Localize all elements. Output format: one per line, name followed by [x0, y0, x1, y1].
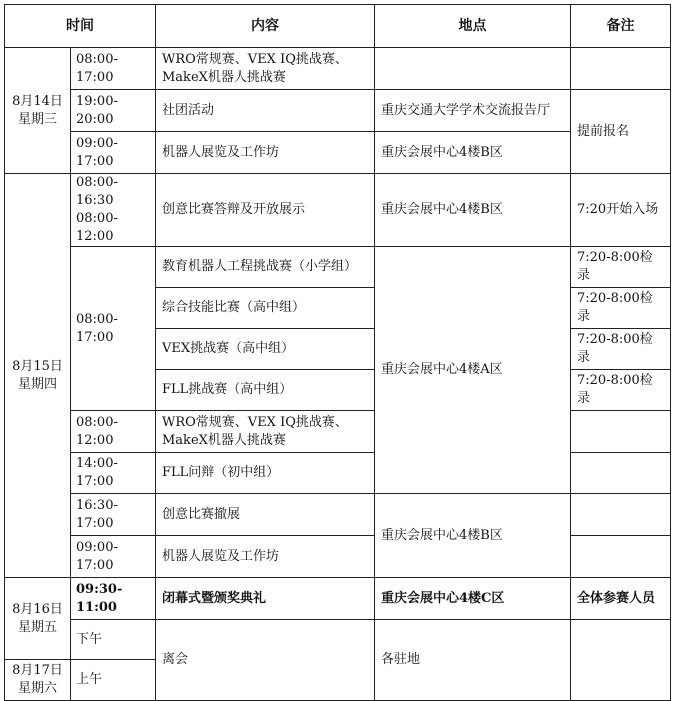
time-cell: 上午	[71, 660, 156, 701]
table-row	[5, 578, 671, 620]
content-cell: 教育机器人工程挑战赛（小学组）	[156, 247, 375, 288]
location-cell	[375, 48, 571, 90]
table-row	[5, 48, 671, 90]
location-cell: 重庆会展中心4楼A区	[375, 247, 571, 494]
note-cell	[571, 48, 671, 90]
time-line: 08:00-16:30	[76, 175, 118, 208]
time-cell	[71, 174, 156, 247]
table-row	[5, 247, 671, 288]
content-cell: 离会	[156, 620, 375, 701]
date-cell-aug16	[5, 578, 71, 660]
content-cell: VEX挑战赛（高中组）	[156, 329, 375, 370]
time-cell: 08:00-17:00	[71, 247, 156, 411]
note-cell: 全体参赛人员	[571, 578, 671, 620]
location-cell: 重庆会展中心4楼C区	[375, 578, 571, 620]
content-cell: 机器人展览及工作坊	[156, 132, 375, 174]
date-cell-aug17	[5, 660, 71, 701]
content-cell: WRO常规赛、VEX IQ挑战赛、MakeX机器人挑战赛	[156, 48, 375, 90]
note-cell: 7:20-8:00检录	[571, 288, 671, 329]
time-cell: 14:00-17:00	[71, 453, 156, 494]
table-row	[5, 453, 671, 494]
content-cell: WRO常规赛、VEX IQ挑战赛、MakeX机器人挑战赛	[156, 411, 375, 453]
date-cell-aug15	[5, 174, 71, 578]
location-cell: 重庆会展中心4楼B区	[375, 174, 571, 247]
time-cell: 09:00-17:00	[71, 536, 156, 578]
time-line: 08:00-12:00	[76, 211, 118, 244]
table-row	[5, 620, 671, 660]
table-row	[5, 90, 671, 132]
time-cell: 16:30-17:00	[71, 494, 156, 536]
note-cell	[571, 411, 671, 453]
note-cell: 7:20-8:00检录	[571, 329, 671, 370]
content-cell: FLL问辩（初中组）	[156, 453, 375, 494]
date-label: 8月17日	[12, 663, 63, 678]
date-cell-aug14	[5, 48, 71, 174]
table-row	[5, 411, 671, 453]
table-row	[5, 494, 671, 536]
note-cell: 提前报名	[571, 90, 671, 174]
header-time: 时间	[5, 5, 156, 48]
header-row	[5, 5, 671, 48]
note-cell	[571, 453, 671, 494]
content-cell: 综合技能比赛（高中组）	[156, 288, 375, 329]
weekday-label: 星期四	[17, 376, 57, 392]
table-row	[5, 536, 671, 578]
time-cell: 08:00-12:00	[71, 411, 156, 453]
note-cell	[571, 536, 671, 578]
time-cell: 08:00-17:00	[71, 48, 156, 90]
location-cell: 重庆会展中心4楼B区	[375, 494, 571, 578]
time-cell: 09:00-17:00	[71, 132, 156, 174]
content-cell: 闭幕式暨颁奖典礼	[156, 578, 375, 620]
schedule-table	[4, 4, 671, 701]
note-cell: 7:20-8:00检录	[571, 370, 671, 411]
note-cell: 7:20开始入场	[571, 174, 671, 247]
time-cell: 19:00-20:00	[71, 90, 156, 132]
location-cell: 重庆会展中心4楼B区	[375, 132, 571, 174]
content-cell: FLL挑战赛（高中组）	[156, 370, 375, 411]
time-cell: 09:30-11:00	[71, 578, 156, 620]
content-cell: 机器人展览及工作坊	[156, 536, 375, 578]
date-label: 8月15日	[12, 358, 63, 374]
note-cell	[571, 494, 671, 536]
date-label: 8月16日	[12, 601, 63, 617]
location-cell: 重庆交通大学学术交流报告厅	[375, 90, 571, 132]
note-cell: 7:20-8:00检录	[571, 247, 671, 288]
content-cell: 创意比赛答辩及开放展示	[156, 174, 375, 247]
location-cell: 各驻地	[375, 620, 571, 701]
weekday-label: 星期三	[17, 111, 57, 127]
header-content: 内容	[156, 5, 375, 48]
note-cell	[571, 620, 671, 701]
content-cell: 社团活动	[156, 90, 375, 132]
time-cell: 下午	[71, 620, 156, 660]
header-note: 备注	[571, 5, 671, 48]
table-row	[5, 174, 671, 247]
weekday-label: 星期六	[17, 681, 57, 696]
date-label: 8月14日	[12, 93, 63, 109]
header-location: 地点	[375, 5, 571, 48]
content-cell: 创意比赛撤展	[156, 494, 375, 536]
weekday-label: 星期五	[17, 619, 57, 635]
